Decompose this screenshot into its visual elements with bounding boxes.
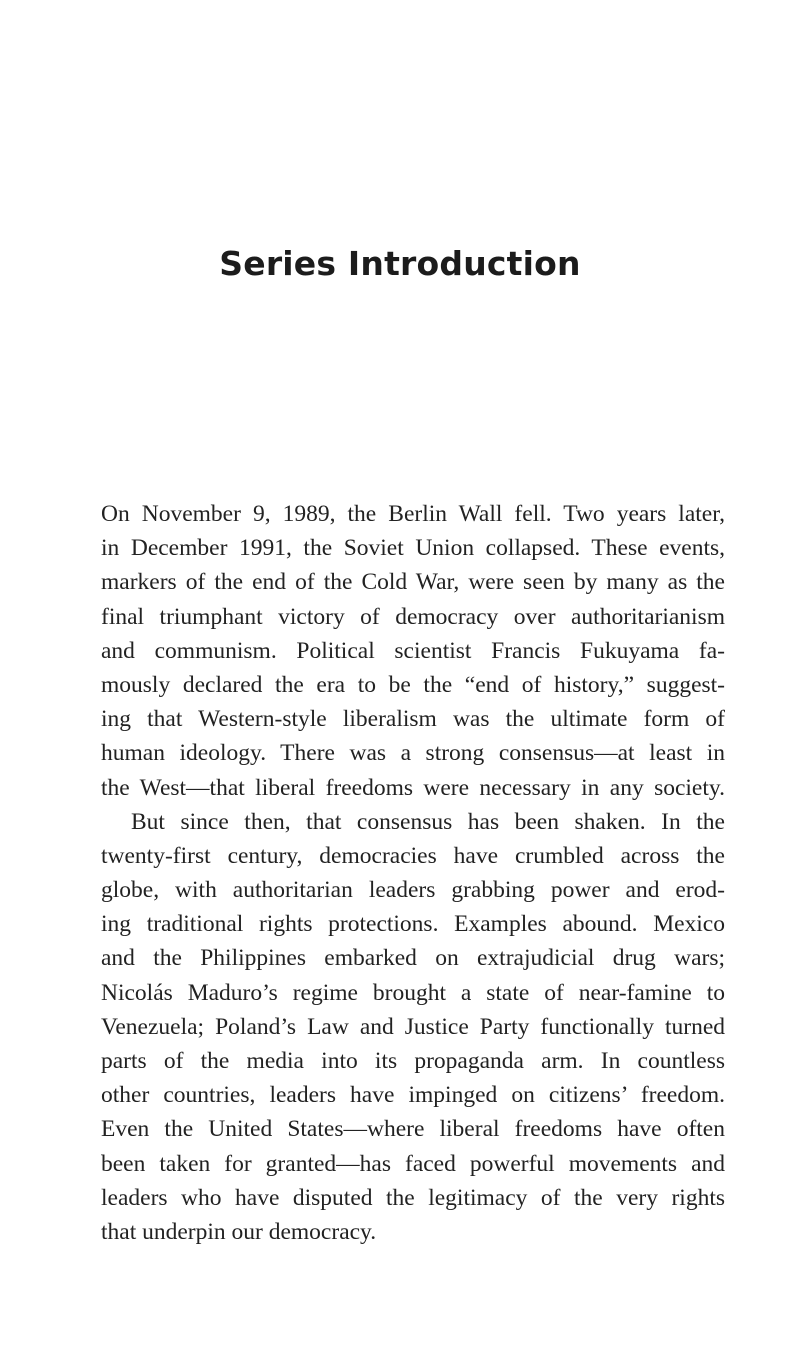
text-line: mously declared the era to be the “end of history,” suggest- — [101, 671, 725, 698]
text-line: other countries, leaders have impinged on citizens’ freedom. — [101, 1082, 725, 1109]
text-line: But since then, that consensus has been shaken. In the — [131, 808, 725, 835]
page-title: Series Introduction — [219, 244, 581, 283]
paragraph-2 — [101, 805, 725, 1249]
text-line: ing that Western-style liberalism was the ultimate form of — [101, 706, 725, 733]
text-line: been taken for granted—has faced powerful movements and — [101, 1150, 725, 1177]
paragraph-1 — [101, 497, 725, 805]
text-line: ing traditional rights protections. Examples abound. Mexico — [101, 911, 725, 938]
text-line: twenty-first century, democracies have crumbled across the — [101, 842, 725, 869]
text-line: parts of the media into its propaganda arm. In countless — [101, 1048, 725, 1074]
text-line: leaders who have disputed the legitimacy of the very rights — [101, 1184, 725, 1211]
text-line: the West—that liberal freedoms were necessary in any society. — [101, 774, 725, 801]
text-line: that underpin our democracy. — [101, 1218, 377, 1245]
text-line: globe, with authoritarian leaders grabbing power and erod- — [101, 877, 725, 904]
text-line: in December 1991, the Soviet Union collapsed. These events, — [101, 535, 725, 562]
text-line: human ideology. There was a strong consensus—at least in — [101, 740, 725, 767]
text-line: and the Philippines embarked on extrajudicial drug wars; — [101, 945, 725, 972]
text-line: final triumphant victory of democracy over authoritarianism — [101, 603, 725, 630]
text-line: Nicolás Maduro’s regime brought a state of near-famine to — [101, 979, 725, 1006]
text-line: Even the United States—where liberal freedoms have often — [101, 1116, 725, 1143]
body-text — [101, 497, 725, 1249]
text-line: markers of the end of the Cold War, were seen by many as the — [101, 569, 725, 596]
text-line: and communism. Political scientist Francis Fukuyama fa- — [101, 637, 725, 664]
text-line: Venezuela; Poland’s Law and Justice Party functionally turned — [101, 1013, 725, 1040]
text-line: On November 9, 1989, the Berlin Wall fell. Two years later, — [101, 501, 725, 527]
